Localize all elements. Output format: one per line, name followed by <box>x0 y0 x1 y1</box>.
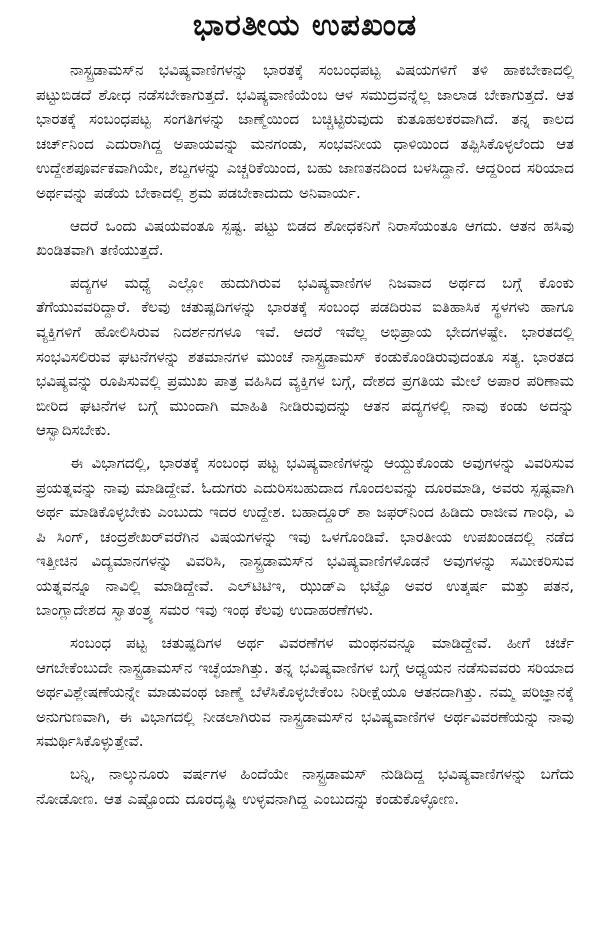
page-title: ಭಾರತೀಯ ಉಪಖಂಡ <box>192 8 418 43</box>
paragraph-3: ಪದ್ಯಗಳ ಮಧ್ಯೆ ಎಲ್ಲೋ ಹುದುಗಿರುವ ಭವಿಷ್ಯವಾಣಿಗಳ ನಿಜವಾದ ಅರ್ಥದ ಬಗ್ಗೆ ಕೊಂಕು ತೆಗೆಯುವವರಿದ್ದಾರೆ. ಕೆಲವು ಚತುಷ್ಪದಿಗಳನ್ನು ಭಾರತಕ್ಕೆ ಸಂಬಂಧ ಪಡದಿರುವ ಐತಿಹಾಸಿಕ ಸ್ಥಳಗಳು ಹಾಗೂ ವ್ಯಕ್ತಿಗಳಿಗೆ ಹೋಲಿಸಿರುವ ನಿದರ್ಶನಗಳೂ ಇವೆ. ಆದರೆ ಇವೆಲ್ಲ ಅಭಿಪ್ರಾಯ ಭೇದಗಳಷ್ಟೇ. ಭಾರತದಲ್ಲಿ ಸಂಭವಿಸಲಿರುವ ಘಟನೆಗಳನ್ನು ಶತಮಾನಗಳ ಮುಂಚೆ ನಾಸ್ಟ್ರಡಾಮಸ್ ಕಂಡುಕೊಂಡಿರುವುದಂತೂ ಸತ್ಯ. ಭಾರತದ ಭವಿಷ್ಯವನ್ನು ರೂಪಿಸುವಲ್ಲಿ ಪ್ರಮುಖ ಪಾತ್ರ ವಹಿಸಿದ ವ್ಯಕ್ತಿಗಳ ಬಗ್ಗೆ, ದೇಶದ ಪ್ರಗತಿಯ ಮೇಲೆ ಅಪಾರ ಪರಿಣಾಮ ಬೀರಿದ ಘಟನೆಗಳ ಬಗ್ಗೆ ಮುಂದಾಗಿ ಮಾಹಿತಿ ನೀಡಿರುವುದನ್ನು ಆತನ ಪದ್ಯಗಳಲ್ಲಿ ನಾವು ಕಂಡು ಅದನ್ನು ಆಸ್ವಾದಿಸಬೇಕು. <box>36 273 574 440</box>
paragraph-5: ಸಂಬಂಧ ಪಟ್ಟ ಚತುಷ್ಪದಿಗಳ ಅರ್ಥ ವಿವರಣೆಗಳ ಮಂಥನವನ್ನೂ ಮಾಡಿದ್ದೇವೆ. ಹೀಗೆ ಚರ್ಚೆ ಆಗಬೇಕೆಂಬುದೇ ನಾಸ್ಟ್ರಡಾಮಸ್‌ನ ಇಚ್ಛೆಯಾಗಿತ್ತು. ತನ್ನ ಭವಿಷ್ಯವಾಣಿಗಳ ಬಗ್ಗೆ ಅಧ್ಯಯನ ನಡೆಸುವವರು ಸರಿಯಾದ ಅರ್ಥವಿಶ್ಲೇಷಣೆಯನ್ನೇ ಮಾಡುವಂಥ ಜಾಣ್ಮೆ ಬೆಳೆಸಿಕೊಳ್ಳಬೇಕೆಂಬ ನಿರೀಕ್ಷೆಯೂ ಆತನದಾಗಿತ್ತು. ನಮ್ಮ ಪರಿಜ್ಞಾನಕ್ಕೆ ಅನುಗುಣವಾಗಿ, ಈ ವಿಭಾಗದಲ್ಲಿ ನೀಡಲಾಗಿರುವ ನಾಸ್ಟ್ರಡಾಮಸ್‌ನ ಭವಿಷ್ಯವಾಣಿಗಳ ಅರ್ಥವಿವರಣೆಯನ್ನು ನಾವು ಸಮರ್ಥಿಸಿಕೊಳ್ಳುತ್ತೇವೆ. <box>36 634 574 751</box>
paragraph-6: ಬನ್ನಿ, ನಾಲ್ಕುನೂರು ವರ್ಷಗಳ ಹಿಂದೆಯೇ ನಾಸ್ಟ್ರಡಾಮಸ್ ನುಡಿದಿದ್ದ ಭವಿಷ್ಯವಾಣಿಗಳನ್ನು ಬಗೆದು ನೋಡೋಣ. ಆತ ಎಷ್ಟೊಂದು ದೂರದೃಷ್ಟಿ ಉಳ್ಳವನಾಗಿದ್ದ ಎಂಬುದನ್ನು ಕಂಡುಕೊಳ್ಳೋಣ. <box>36 765 574 808</box>
paragraph-2: ಆದರೆ ಒಂದು ವಿಷಯವಂತೂ ಸ್ಪಷ್ಟ. ಪಟ್ಟು ಬಿಡದ ಶೋಧಕನಿಗೆ ನಿರಾಸೆಯಂತೂ ಆಗದು. ಆತನ ಹಸಿವು ಖಂಡಿತವಾಗಿ ತಣಿಯುತ್ತದೆ. <box>36 216 574 260</box>
paragraph-1: ನಾಸ್ಟ್ರಡಾಮಸ್‌ನ ಭವಿಷ್ಯವಾಣಿಗಳನ್ನು ಭಾರತಕ್ಕೆ ಸಂಬಂಧಪಟ್ಟ ವಿಷಯಗಳಿಗೆ ತಳಿ ಹಾಕಬೇಕಾದಲ್ಲಿ ಪಟ್ಟುಬಿಡದೆ ಶೋಧ ನಡೆಸಬೇಕಾಗುತ್ತದೆ. ಭವಿಷ್ಯವಾಣಿಯೆಂಬ ಆಳ ಸಮುದ್ರವನ್ನೆಲ್ಲ ಜಾಲಾಡ ಬೇಕಾಗುತ್ತದೆ. ಆತ ಭಾರತಕ್ಕೆ ಸಂಬಂಧಪಟ್ಟ ಸಂಗತಿಗಳನ್ನು ಜಾಣ್ಮೆಯಿಂದ ಬಚ್ಚಿಟ್ಟಿರುವುದು ಕುತೂಹಲಕರವಾಗಿದೆ. ತನ್ನ ಕಾಲದ ಚರ್ಚ್‌ನಿಂದ ಎದುರಾಗಿದ್ದ ಅಪಾಯವನ್ನು ಮನಗಂಡು, ಸಂಭವನೀಯ ಧಾಳಿಯಿಂದ ತಪ್ಪಿಸಿಕೊಳ್ಳಲೆಂದು ಆತ ಉದ್ದೇಶಪೂರ್ವಕವಾಗಿಯೇ, ಶಬ್ದಗಳನ್ನು ಎಚ್ಚರಿಕೆಯಿಂದ, ಬಹು ಜಾಣತನದಿಂದ ಬಳಸಿದ್ದಾನೆ. ಆದ್ದರಿಂದ ಸರಿಯಾದ ಅರ್ಥವನ್ನು ಪಡೆಯ ಬೇಕಾದಲ್ಲಿ ಶ್ರಮ ಪಡಬೇಕಾದುದು ಅನಿವಾರ್ಯ. <box>36 61 574 202</box>
paragraph-4: ಈ ವಿಭಾಗದಲ್ಲಿ, ಭಾರತಕ್ಕೆ ಸಂಬಂಧ ಪಟ್ಟ ಭವಿಷ್ಯವಾಣಿಗಳನ್ನು ಆಯ್ದುಕೊಂಡು ಅವುಗಳನ್ನು ವಿವರಿಸುವ ಪ್ರಯತ್ನವನ್ನು ನಾವು ಮಾಡಿದ್ದೇವೆ. ಓದುಗರು ಎದುರಿಸಬಹುದಾದ ಗೊಂದಲವನ್ನು ದೂರಮಾಡಿ, ಅವರು ಸ್ಪಷ್ಟವಾಗಿ ಅರ್ಥ ಮಾಡಿಕೊಳ್ಳಬೇಕು ಎಂಬುದು ಇದರ ಉದ್ದೇಶ. ಬಹಾದ್ದೂರ್ ಶಾ ಜಫರ್‌ನಿಂದ ಹಿಡಿದು ರಾಜೀವ ಗಾಂಧಿ, ವಿ ಪಿ ಸಿಂಗ್, ಚಂದ್ರಶೇಖರ್‌ವರೆಗಿನ ವಿಷಯಗಳನ್ನು ಇವು ಒಳಗೊಂಡಿವೆ. ಭಾರತೀಯ ಉಪಖಂಡದಲ್ಲಿ ನಡೆದ ಇತ್ತೀಚಿನ ವಿದ್ಯಮಾನಗಳನ್ನು ವಿವರಿಸಿ, ನಾಸ್ಟ್ರಡಾಮಸ್‌ನ ಭವಿಷ್ಯವಾಣಿಗಳೊಡನೆ ಅವುಗಳನ್ನು ಸಮೀಕರಿಸುವ ಯತ್ನವನ್ನೂ ನಾವಿಲ್ಲಿ ಮಾಡಿದ್ದೇವೆ. ಎಲ್‌ಟಿಟಿಇ, ಝುಡ್‌ಎ ಭಟ್ಟೊ ಅವರ ಉತ್ಕರ್ಷ ಮತ್ತು ಪತನ, ಬಾಂಗ್ಲಾದೇಶದ ಸ್ವಾತಂತ್ರ್ಯ ಸಮರ ಇವು ಇಂಥ ಕೆಲವು ಉದಾಹರಣೆಗಳು. <box>36 453 574 620</box>
